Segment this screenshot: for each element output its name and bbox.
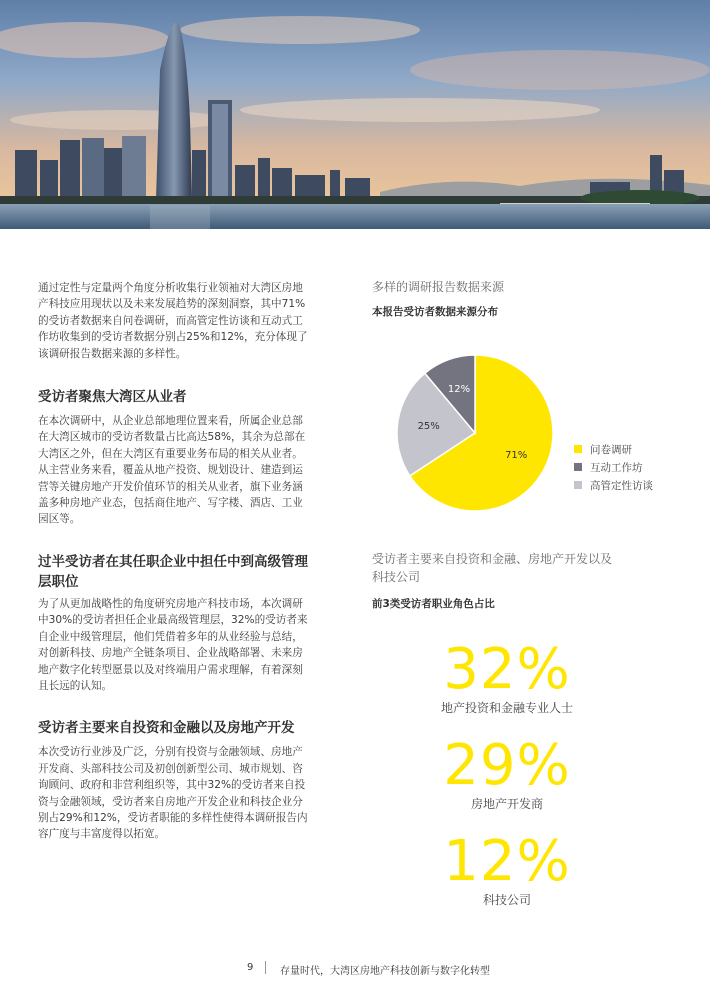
section2-paragraph <box>38 596 338 694</box>
text-line: 中30%的受访者担任企业最高级管理层，32%的受访者来 <box>38 614 308 627</box>
text-line: 产科技应用现状以及未来发展趋势的深刻洞察，其中71% <box>38 298 306 311</box>
pie-chart <box>390 348 560 518</box>
text-line: 在本次调研中，从企业总部地理位置来看，所属企业总部 <box>38 415 303 428</box>
text-line: 资与金融领域，受访者来自房地产开发企业和科技企业分 <box>38 795 303 808</box>
section1-paragraph <box>38 413 338 528</box>
stat-label: 科技公司 <box>482 893 531 907</box>
legend-item <box>574 458 653 476</box>
stat-value: 32% <box>443 637 571 702</box>
footer-title: 存量时代，大湾区房地产科技创新与数字化转型 <box>280 966 490 977</box>
text-line: 大湾区之外，但在大湾区有重要业务布局的相关从业者。 <box>38 447 303 460</box>
chart-subtitle: 本报告受访者数据来源分布 <box>372 306 498 318</box>
pie-data-label: 12% <box>447 384 471 396</box>
stat-label: 房地产开发商 <box>470 797 543 811</box>
text-line: 从主营业务来看，覆盖从地产投资、规划设计、建造到运 <box>38 464 303 477</box>
page-number: 9 <box>247 962 254 973</box>
pie-data-label: 25% <box>417 421 440 433</box>
stat-value: 12% <box>443 829 571 894</box>
legend-label: 高管定性访谈 <box>590 479 653 492</box>
text-line: 在大湾区城市的受访者数量占比高达58%，其余为总部在 <box>38 431 306 444</box>
section-heading: 受访者主要来自投资和金融以及房地产开发 <box>38 720 295 737</box>
section-heading: 过半受访者在其任职企业中担任中到高级管理 <box>38 553 308 570</box>
text-line: 对创新科技、房地产全链条项目、企业战略部署、未来房 <box>38 647 303 660</box>
stat-block <box>357 829 657 908</box>
stat-block <box>357 733 657 812</box>
stat-block <box>357 637 657 716</box>
roles-section-title: 科技公司 <box>372 570 421 584</box>
legend-label: 问卷调研 <box>590 443 632 456</box>
legend-swatch <box>574 481 582 489</box>
footer-divider <box>265 961 266 974</box>
right-column <box>372 278 672 320</box>
text-line: 盖多种房地产业态，包括商住地产、写字楼、酒店、工业 <box>38 497 303 510</box>
roles-section <box>372 550 672 612</box>
stat-value: 29% <box>443 733 571 798</box>
text-line: 自企业中级管理层，他们凭借着多年的从业经验与总结， <box>38 630 303 643</box>
roles-section-title: 受访者主要来自投资和金融、房地产开发以及 <box>372 552 613 566</box>
text-line: 且长远的认知。 <box>38 679 113 692</box>
legend-label: 互动工作坊 <box>590 461 643 474</box>
section-heading: 受访者聚焦大湾区从业者 <box>38 389 187 406</box>
section3-paragraph <box>38 744 338 842</box>
text-line: 营等关键房地产开发价值环节的相关从业者，旗下业务涵 <box>38 480 303 493</box>
text-line: 开发商、头部科技公司及初创创新型公司、城市规划、咨 <box>38 762 303 775</box>
legend-swatch <box>574 463 582 471</box>
text-line: 询顾问、政府和非营利组织等，其中32%的受访者来自投 <box>38 779 306 792</box>
text-line: 本次受访行业涉及广泛，分别有投资与金融领域、房地产 <box>38 746 303 759</box>
pie-data-label: 71% <box>505 450 528 462</box>
text-line: 作坊收集到的受访者数据分别占25%和12%，充分体现了 <box>38 331 308 344</box>
text-line: 别占29%和12%，受访者职能的多样性使得本调研报告内 <box>38 811 308 824</box>
text-line: 为了从更加战略性的角度研究房地产科技市场，本次调研 <box>38 597 303 610</box>
chart-legend <box>574 440 653 494</box>
chart-section-title: 多样的调研报告数据来源 <box>372 280 505 294</box>
legend-item <box>574 440 653 458</box>
hero-skyline-image <box>0 0 710 229</box>
text-line: 容广度与丰富度得以拓宽。 <box>38 828 166 841</box>
legend-item <box>574 476 653 494</box>
legend-swatch <box>574 445 582 453</box>
section-heading: 层职位 <box>38 573 79 590</box>
left-column <box>38 280 338 843</box>
text-line: 通过定性与定量两个角度分析收集行业领袖对大湾区房地 <box>38 282 303 294</box>
roles-subtitle: 前3类受访者职业角色占比 <box>372 598 495 610</box>
text-line: 地产数字化转型愿景以及对终端用户需求理解，有着深刻 <box>38 663 303 676</box>
stat-label: 地产投资和金融专业人士 <box>440 701 573 715</box>
text-line: 的受访者数据来自问卷调研，而高管定性访谈和互动式工 <box>38 314 303 327</box>
text-line: 园区等。 <box>38 513 81 526</box>
intro-paragraph <box>38 280 338 362</box>
text-line: 该调研报告数据来源的多样性。 <box>38 347 187 360</box>
